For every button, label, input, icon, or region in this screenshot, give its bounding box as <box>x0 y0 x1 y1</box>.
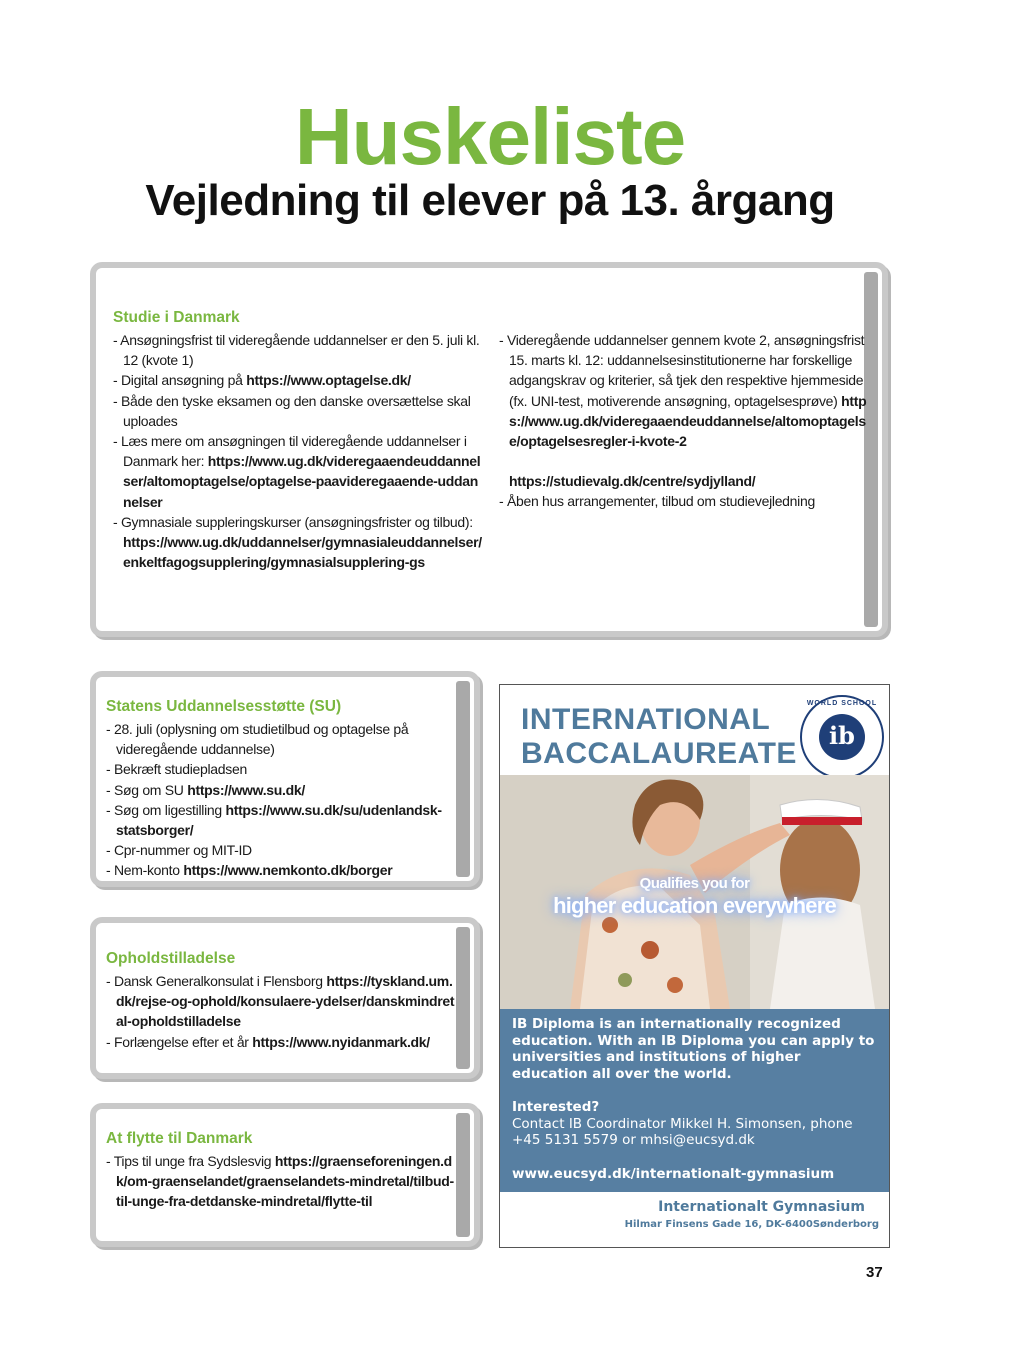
flytte-box <box>90 1103 480 1247</box>
ib-logo-mark: ib <box>819 714 865 760</box>
list-item <box>499 471 869 491</box>
list-item: - Åben hus arrangementer, tilbud om studievejledning <box>499 493 815 510</box>
link-su[interactable]: https://www.su.dk/ <box>187 781 305 798</box>
ib-tagline-1: Qualifies you for <box>639 875 750 892</box>
list-item: - 28. juli (oplysning om studietilbud og optagelse på videregående uddannelse) <box>106 721 409 758</box>
list-item: - Læs mere om ansøgningen til videregående uddannelser i Danmark her: https://www.ug.dk/videregaaendeuddannelser/altomoptagelse/optagelse-paavideregaaende-uddannelser <box>113 433 481 510</box>
page-number: 37 <box>866 1264 883 1281</box>
studie-list-col2 <box>499 330 869 512</box>
page-subtitle: Vejledning til elever på 13. årgang <box>145 176 835 225</box>
ib-heading-line1: INTERNATIONAL <box>521 703 771 736</box>
page-title: Huskeliste <box>294 92 686 181</box>
su-list <box>106 719 458 881</box>
ib-footer-address: Hilmar Finsens Gade 16, DK-6400Sønderborg <box>624 1219 879 1230</box>
link-studievalg[interactable]: https://studievalg.dk/centre/sydjylland/ <box>509 473 756 490</box>
su-title: Statens Uddannelsesstøtte (SU) <box>106 698 342 715</box>
list-item: - Forlængelse efter et år https://www.nyidanmark.dk/ <box>106 1033 430 1050</box>
link-graenseforeningen[interactable]: https://graenseforeningen.dk/om-graenselandet/graenselandets-mindretal/tilbud-til-unge-fra-detdanske-mindretal/flytte-til <box>116 1153 454 1210</box>
link-ug-videregaaende[interactable]: https://www.ug.dk/videregaaendeuddannelser/altomoptagelse/optagelse-paavideregaaende-uddannelser <box>123 453 481 510</box>
ib-website-link[interactable]: www.eucsyd.dk/internationalt-gymnasium <box>512 1165 835 1182</box>
ib-interested-label: Interested? <box>512 1099 600 1115</box>
frame-side-bar <box>456 1113 470 1237</box>
ib-world-school-logo <box>800 695 884 779</box>
ib-info-panel <box>500 1009 889 1192</box>
link-tyskland-um[interactable]: https://tyskland.um.dk/rejse-og-ophold/konsulaere-ydelser/danskmindretal-opholdstilladelse <box>116 973 455 1030</box>
link-nemkonto[interactable]: https://www.nemkonto.dk/borger <box>183 862 393 879</box>
list-item: - Digital ansøgning på https://www.optagelse.dk/ <box>113 372 411 389</box>
ib-tagline-2: higher education everywhere <box>553 893 836 918</box>
ib-body-text: IB Diploma is an internationally recognized education. With an IB Diploma you can apply to universities and institutions of higher education all over the world. <box>512 1016 875 1082</box>
photo-illustration <box>500 775 889 1009</box>
frame-side-bar <box>456 927 470 1069</box>
flytte-list <box>106 1151 458 1212</box>
ib-heading <box>521 703 797 771</box>
list-item: - Dansk Generalkonsulat i Flensborg https://tyskland.um.dk/rejse-og-ophold/konsulaere-ydelser/danskmindretal-opholdstilladelse <box>106 973 455 1030</box>
list-item: - Gymnasiale suppleringskurser (ansøgningsfrister og tilbud): https://www.ug.dk/uddannelser/gymnasialeuddannelser/enkeltfagogsupplering/gymnasialsupplering-gs <box>113 513 482 571</box>
ophold-title: Opholdstilladelse <box>106 950 236 967</box>
ib-advertisement <box>499 684 890 1248</box>
ib-heading-line2: BACCALAUREATE <box>521 737 797 770</box>
list-item: - Ansøgningsfrist til videregående uddannelser er den 5. juli kl. 12 (kvote 1) <box>113 332 480 369</box>
ophold-list <box>106 971 458 1052</box>
link-optagelse[interactable]: https://www.optagelse.dk/ <box>246 372 411 389</box>
link-ug-kvote2[interactable]: https://www.ug.dk/videregaaendeuddannelse/altomoptagelse/optagelsesregler-i-kvote-2 <box>509 392 867 450</box>
flytte-title: At flytte til Danmark <box>106 1130 253 1147</box>
list-item: - Nem-konto https://www.nemkonto.dk/borger <box>106 862 393 879</box>
link-su-udenlandsk[interactable]: https://www.su.dk/su/udenlandsk-statsborger/ <box>116 801 442 839</box>
list-item: - Cpr-nummer og MIT-ID <box>106 842 252 859</box>
list-item: - Søg om ligestilling https://www.su.dk/su/udenlandsk-statsborger/ <box>106 801 442 839</box>
studie-box <box>90 262 888 637</box>
list-item: - Bekræft studiepladsen <box>106 761 247 778</box>
studie-list-col1 <box>113 330 483 572</box>
logo-ring-text: WORLD SCHOOL <box>806 700 878 707</box>
frame-side-bar <box>456 681 470 877</box>
ib-footer-name: Internationalt Gymnasium <box>658 1199 865 1215</box>
ib-contact-text: Contact IB Coordinator Mikkel H. Simonsen, phone +45 5131 5579 or mhsi@eucsyd.dk <box>512 1115 853 1148</box>
link-ug-gymnasial[interactable]: https://www.ug.dk/uddannelser/gymnasialeuddannelser/enkeltfagogsupplering/gymnasialsupplering-gs <box>123 534 482 571</box>
list-item: - Både den tyske eksamen og den danske oversættelse skal uploades <box>113 392 471 429</box>
list-item: - Videregående uddannelser gennem kvote 2, ansøgningsfrist 15. marts kl. 12: uddannelsesinstitutionerne har forskellige adgangskrav og kriterier, så tjek den respektive hjemmeside (fx. UNI-test, motiverende ansøgning, optagelsesprøve) https://www.ug.dk/videregaaendeuddannelse/altomoptagelse/optagelsesregler-i-kvote-2 <box>499 332 867 450</box>
studie-title: Studie i Danmark <box>113 309 240 326</box>
list-item: - Tips til unge fra Sydslesvig https://graenseforeningen.dk/om-graenselandet/graenselandets-mindretal/tilbud-til-unge-fra-detdanske-mindretal/flytte-til <box>106 1153 454 1210</box>
link-nyidanmark[interactable]: https://www.nyidanmark.dk/ <box>252 1033 430 1050</box>
ophold-box <box>90 917 480 1079</box>
list-item: - Søg om SU https://www.su.dk/ <box>106 781 305 798</box>
su-box <box>90 671 480 887</box>
graduation-photo <box>500 775 889 1009</box>
